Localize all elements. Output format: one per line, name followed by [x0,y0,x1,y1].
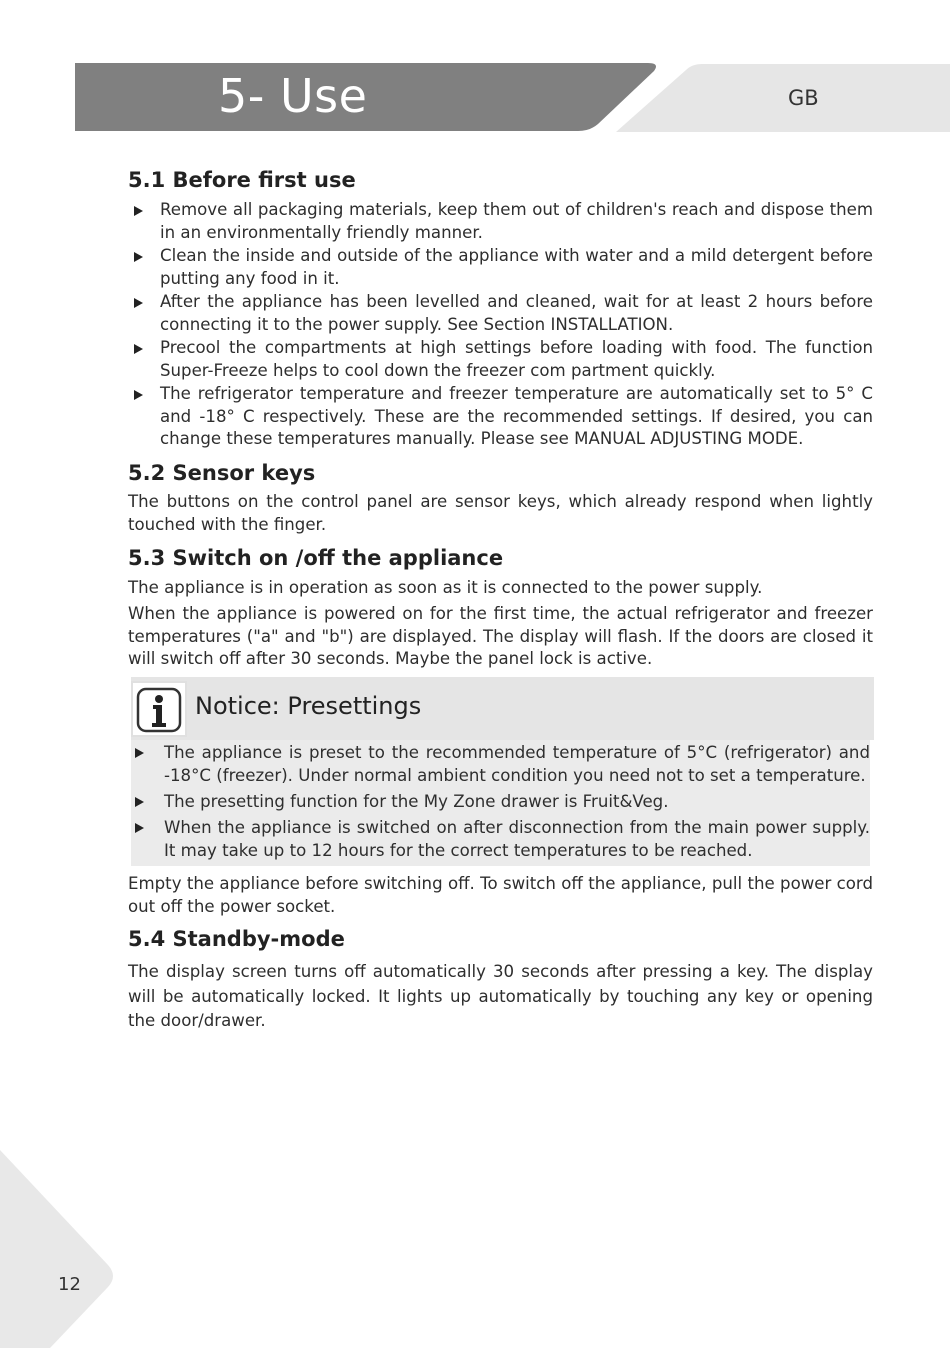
list-item: When the appliance is switched on after disconnection from the main power supply. It may take up to 12 hours for the correct temperatures to be reached. [133,816,870,862]
list-item: Clean the inside and outside of the appliance with water and a mild detergent before putting any food in it. [128,245,873,290]
bullet-triangle-icon [134,298,143,308]
bullet-triangle-icon [134,390,143,400]
bullet-triangle-icon [134,344,143,354]
sensor-keys-paragraph: The buttons on the control panel are sensor keys, which already respond when lightly touched with the finger. [128,492,873,534]
before-first-use-list [128,199,873,452]
list-item: Remove all packaging materials, keep them out of children's reach and dispose them in an environmentally friendly manner. [128,199,873,244]
region-label: GB [788,86,819,110]
bullet-triangle-icon [135,748,144,758]
list-item: Precool the compartments at high settings before loading with food. The function Super-Freeze helps to cool down the freezer com partment quickly. [128,337,873,382]
bullet-triangle-icon [135,823,144,833]
switch-paragraph-2: When the appliance is powered on for the first time, the actual refrigerator and freezer temperatures ("a" and "b") are displayed. The display will flash. If the doors are closed it will switch off after 30 seconds. Maybe the panel lock is active. [128,604,873,668]
switch-off-paragraph: Empty the appliance before switching off. To switch off the appliance, pull the power cord out off the power socket. [128,874,873,916]
section-heading-sensor-keys: 5.2 Sensor keys [128,461,316,485]
list-item: The presetting function for the My Zone drawer is Fruit&Veg. [133,790,870,813]
notice-title: Notice: Presettings [195,692,422,720]
notice-list [133,741,870,865]
page-number: 12 [58,1274,81,1295]
bullet-triangle-icon [134,252,143,262]
bullet-triangle-icon [134,206,143,216]
chapter-title: 5- Use [218,69,368,123]
section-heading-standby-mode: 5.4 Standby-mode [128,927,345,951]
bullet-triangle-icon [135,797,144,807]
list-item: The refrigerator temperature and freezer temperature are automatically set to 5° C and -18° C respectively. These are the recommended settings. If desired, you can change these temperatures manually. Please see MANUAL ADJUSTING MODE. [128,383,873,451]
list-item: The appliance is preset to the recommended temperature of 5°C (refrigerator) and -18°C (freezer). Under normal ambient condition you need not to set a temperature. [133,741,870,787]
section-heading-before-first-use: 5.1 Before first use [128,168,356,192]
standby-paragraph: The display screen turns off automatically 30 seconds after pressing a key. The display will be automatically locked. It lights up automatically by touching any key or opening the door/drawer. [128,962,873,1030]
list-item: After the appliance has been levelled and cleaned, wait for at least 2 hours before connecting it to the power supply. See Section INSTALLATION. [128,291,873,336]
section-heading-switch-on-off: 5.3 Switch on /off the appliance [128,546,504,570]
info-icon [131,681,187,737]
page-corner-decoration [0,1150,130,1348]
header-band [0,0,950,140]
switch-paragraph-1: The appliance is in operation as soon as it is connected to the power supply. [128,578,763,597]
